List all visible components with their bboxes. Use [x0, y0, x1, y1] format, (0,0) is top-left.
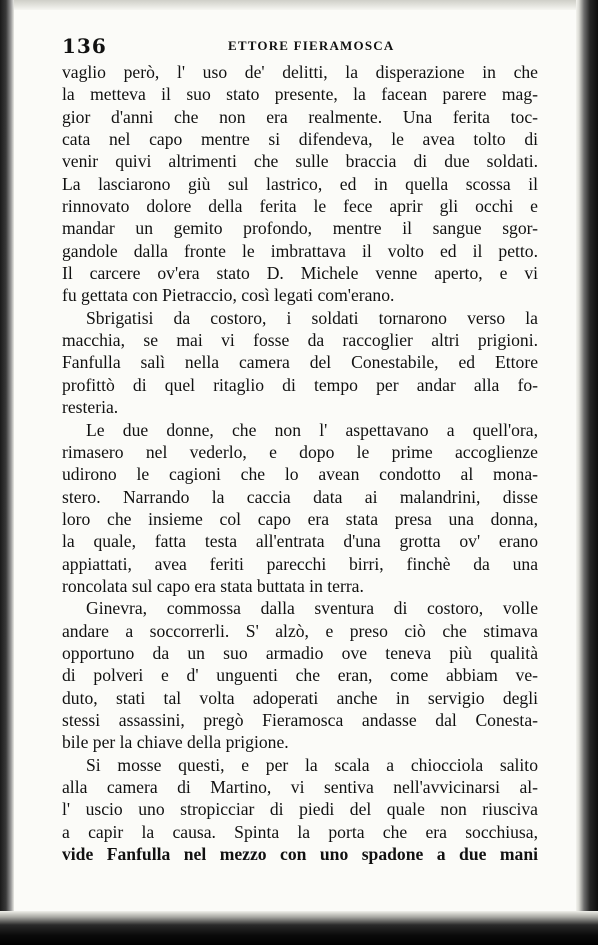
text-line: profittò di quel ritaglio di tempo per andar alla fo- — [62, 374, 538, 395]
text-line: resteria. — [62, 397, 119, 418]
text-line: stessi assassini, pregò Fieramosca andasse dal Conesta- — [62, 709, 538, 730]
page-right-border — [576, 0, 598, 945]
page-bottom-border — [0, 911, 598, 945]
text-line: Sbrigatisi da costoro, i soldati tornarono verso la — [86, 307, 538, 328]
text-line: La lasciarono giù sul lastrico, ed in quella scossa il — [62, 173, 538, 194]
text-line: cata nel capo mentre si difendeva, le avea tolto di — [62, 129, 538, 150]
text-line: gior d'anni che non era realmente. Una ferita toc- — [62, 106, 538, 127]
text-line: loro che insieme col capo era stata presa una donna, — [62, 508, 538, 529]
text-line: bile per la chiave della prigione. — [62, 732, 289, 753]
text-line: stero. Narrando la caccia data ai malandrini, disse — [62, 486, 538, 507]
text-line: a capir la causa. Spinta la porta che era socchiusa, — [62, 821, 538, 842]
text-line: roncolata sul capo era stata buttata in terra. — [62, 575, 364, 596]
text-line: appiattati, avea feriti parecchi birri, finchè da una — [62, 553, 538, 574]
text-line: Si mosse questi, e per la scala a chiocciola salito — [86, 754, 538, 775]
text-line: di polveri e d' unguenti che eran, come abbiam ve- — [62, 665, 538, 686]
text-line: opportuno da un suo armadio ove teneva più qualità — [62, 642, 538, 663]
text-line: venir quivi altrimenti che sulle braccia di due soldati. — [62, 151, 538, 172]
text-line: rimasero nel vederlo, e dopo le prime accoglienze — [62, 441, 538, 462]
text-line: mandar un gemito profondo, mentre il sangue sgor- — [62, 218, 538, 239]
text-line: fu gettata con Pietraccio, così legati com'erano. — [62, 285, 395, 306]
text-line: vaglio però, l' uso de' delitti, la disperazione in che — [62, 62, 538, 82]
text-line: vide Fanfulla nel mezzo con uno spadone a due mani — [62, 844, 538, 865]
text-line: alla camera di Martino, vi sentiva nell'avvicinarsi al- — [62, 777, 538, 797]
running-header — [62, 34, 540, 58]
text-line: Le due donne, che non l' aspettavano a quell'ora, — [86, 419, 538, 440]
text-line: udirono le cagioni che lo avean condotto al mona- — [62, 464, 538, 485]
text-line: macchia, se mai vi fosse da raccoglier altri prigioni. — [62, 330, 538, 351]
text-line: Fanfulla salì nella camera del Conestabile, ed Ettore — [62, 352, 538, 373]
text-line: Il carcere ov'era stato D. Michele venne aperto, e vi — [62, 263, 538, 284]
page-number: 136 — [62, 34, 107, 58]
text-line: la metteva il suo stato presente, la facean parere mag- — [62, 84, 538, 105]
body-text — [62, 61, 538, 865]
text-line: andare a soccorrerli. S' alzò, e preso ciò che stimava — [62, 620, 538, 641]
running-title: ETTORE FIERAMOSCA — [228, 38, 395, 53]
text-line: Ginevra, commossa dalla sventura di costoro, volle — [86, 598, 538, 619]
text-line: gandole dalla fronte le imbrattava il volto ed il petto. — [62, 240, 538, 261]
page-left-border — [0, 0, 14, 945]
page-top-shadow — [0, 0, 598, 10]
text-line: la quale, fatta testa all'entrata d'una grotta ov' erano — [62, 531, 538, 552]
text-line: rinnovato dolore della ferita le fece aprir gli occhi e — [62, 196, 538, 217]
text-line: l' uscio uno stropicciar di piedi del quale non riusciva — [62, 799, 538, 820]
text-line: duto, stati tal volta adoperati anche in servigio degli — [62, 687, 538, 708]
